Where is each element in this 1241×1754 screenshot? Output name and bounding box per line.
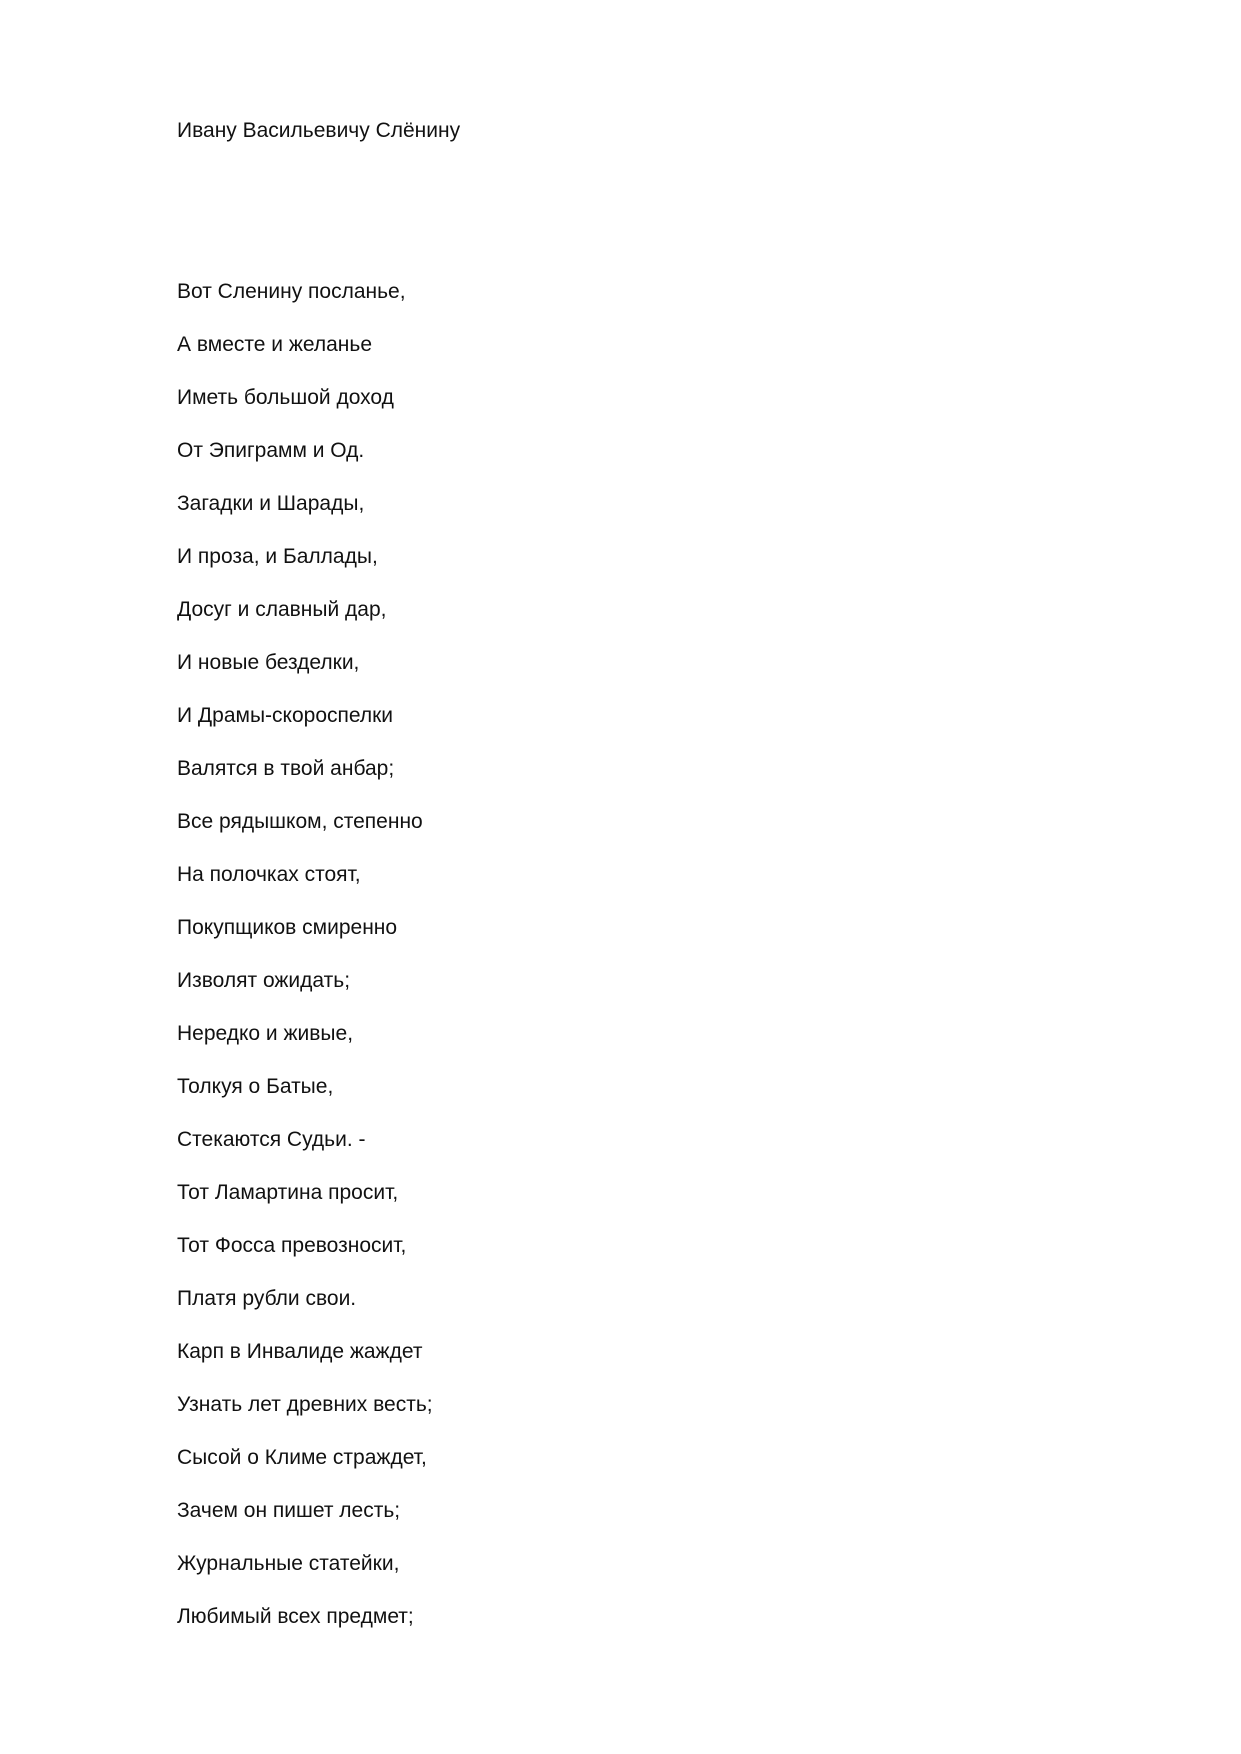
poem-line: И проза, и Баллады,	[177, 545, 378, 568]
poem-line: Тот Фосса превозносит,	[177, 1234, 407, 1257]
poem-line: И новые безделки,	[177, 651, 360, 674]
poem-line: Журнальные статейки,	[177, 1552, 400, 1575]
poem-line: Платя рубли свои.	[177, 1287, 357, 1310]
poem-line: Все рядышком, степенно	[177, 810, 423, 833]
poem-line: И Драмы-скороспелки	[177, 704, 394, 727]
poem-line: Карп в Инвалиде жаждет	[177, 1340, 423, 1363]
poem-line: А вместе и желанье	[177, 333, 373, 356]
document-title: Ивану Васильевичу Слёнину	[177, 119, 461, 142]
poem-body	[177, 278, 433, 1656]
poem-line: Сысой о Климе страждет,	[177, 1446, 427, 1469]
poem-line: Досуг и славный дар,	[177, 598, 387, 621]
poem-line: От Эпиграмм и Од.	[177, 439, 365, 462]
poem-line: Иметь большой доход	[177, 386, 394, 409]
poem-line: Валятся в твой анбар;	[177, 757, 395, 780]
poem-line: Зачем он пишет лесть;	[177, 1499, 401, 1522]
poem-line: Узнать лет древних весть;	[177, 1393, 433, 1416]
poem-line: На полочках стоят,	[177, 863, 361, 886]
poem-line: Толкуя о Батые,	[177, 1075, 334, 1098]
poem-line: Стекаются Судьи. -	[177, 1128, 366, 1151]
poem-line: Нередко и живые,	[177, 1022, 354, 1045]
poem-line: Вот Сленину посланье,	[177, 280, 406, 303]
poem-line: Любимый всех предмет;	[177, 1605, 414, 1628]
poem-line: Изволят ожидать;	[177, 969, 351, 992]
poem-line: Загадки и Шарады,	[177, 492, 365, 515]
poem-line: Тот Ламартина просит,	[177, 1181, 399, 1204]
poem-line: Покупщиков смиренно	[177, 916, 398, 939]
